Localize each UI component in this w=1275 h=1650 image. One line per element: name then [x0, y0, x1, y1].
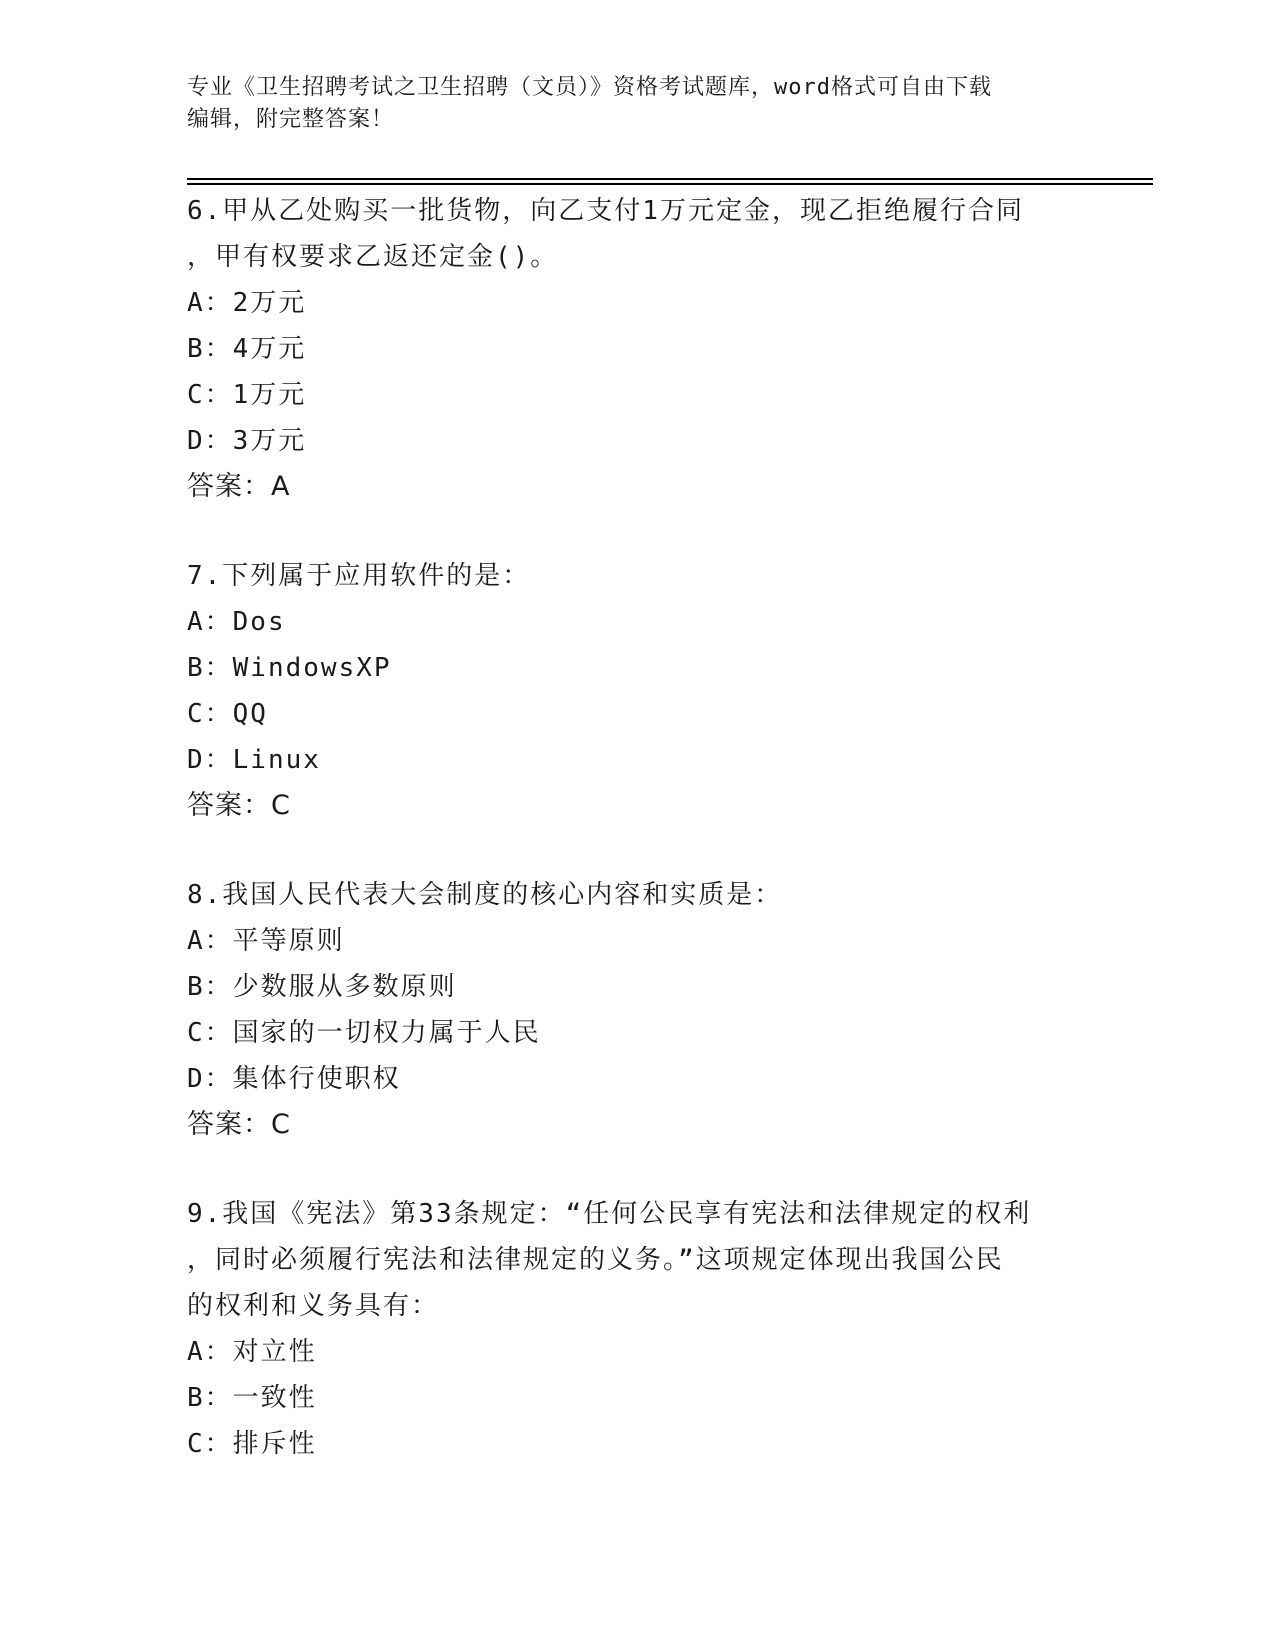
question-list: [187, 188, 1087, 1467]
question-text: 的权利和义务具有：: [187, 1291, 440, 1321]
question-block: [187, 553, 1087, 829]
option-b: B：一致性: [187, 1383, 317, 1413]
question-text: ，甲有权要求乙返还定金()。: [187, 242, 559, 272]
question-block: [187, 872, 1087, 1148]
question-text: 8.我国人民代表大会制度的核心内容和实质是：: [187, 880, 783, 910]
option-c: C：QQ: [187, 699, 268, 729]
option-a: A：2万元: [187, 288, 307, 318]
question-text: 9.我国《宪法》第33条规定：“任何公民享有宪法和法律规定的权利: [187, 1199, 1032, 1229]
question-text: ，同时必须履行宪法和法律规定的义务。”这项规定体现出我国公民: [187, 1245, 1004, 1275]
option-a: A：对立性: [187, 1337, 317, 1367]
header-rule-bottom: [187, 183, 1153, 185]
option-a: A：平等原则: [187, 926, 345, 956]
option-a: A：Dos: [187, 607, 286, 637]
option-c: C：国家的一切权力属于人民: [187, 1018, 541, 1048]
header-rule-top: [187, 178, 1153, 180]
option-b: B：WindowsXP: [187, 653, 392, 683]
option-c: C：排斥性: [187, 1429, 317, 1459]
answer-line: 答案：C: [187, 790, 291, 821]
option-d: D：集体行使职权: [187, 1064, 401, 1094]
answer-line: 答案：C: [187, 1109, 291, 1140]
option-b: B：4万元: [187, 334, 307, 364]
header-line-2: 编辑，附完整答案！: [187, 107, 395, 132]
question-text: 6.甲从乙处购买一批货物，向乙支付1万元定金，现乙拒绝履行合同: [187, 196, 1024, 226]
option-d: D：3万元: [187, 426, 307, 456]
answer-line: 答案：A: [187, 471, 291, 502]
option-b: B：少数服从多数原则: [187, 972, 457, 1002]
question-text: 7.下列属于应用软件的是：: [187, 561, 531, 591]
question-block: [187, 188, 1087, 510]
document-header: [187, 72, 1067, 136]
header-line-1: 专业《卫生招聘考试之卫生招聘（文员）》资格考试题库，word格式可自由下载: [187, 75, 992, 100]
question-block: [187, 1191, 1087, 1467]
option-d: D：Linux: [187, 745, 321, 775]
option-c: C：1万元: [187, 380, 307, 410]
